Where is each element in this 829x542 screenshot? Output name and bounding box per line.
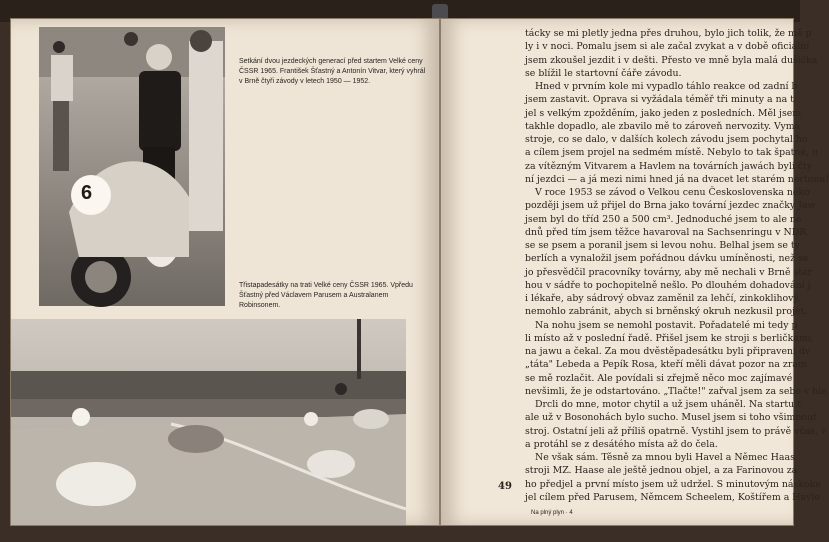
text-line: za vítězným Vitvarem a Havlem na továrních jawách byli čty xyxy=(525,160,813,172)
text-line: ale už v Bosonohách bylo sucho. Musel jsem si toho všimnout xyxy=(525,412,817,424)
text-line: na jawu a čekal. Za mou dvěstěpadesátku byli připraveni dv xyxy=(525,346,811,357)
text-line: stroje, co se dalo, v dalších kolech závodu jsem pochytal ho xyxy=(525,134,808,145)
right-page xyxy=(440,18,829,526)
text-line: se se psem a poranil jsem si levou nohu. Belhal jsem se ty xyxy=(525,240,800,251)
text-line: jsem byl do tříd 250 a 500 cm³. Jednoduché jsem to ale ne xyxy=(525,213,802,225)
text-line: jo přesvědčil pracovníky továrny, aby mě nechali v Brně star xyxy=(525,266,813,278)
text-line: nevšimli, že je odstartováno. „Tlačte!" zařval jsem za sebe v ble xyxy=(525,385,827,397)
text-line: a protáhl se z desátého místa až do čela. xyxy=(525,438,718,450)
text-line: jsem zkoušel jezdit i v dešti. Přesto ve mně byla malá dušička xyxy=(525,54,818,66)
text-line: Na nohu jsem se nemohl postavit. Pořadatelé mi tedy p xyxy=(535,319,798,331)
caption-bottom: Třistapadesátky na trati Velké ceny ČSSR 1965. Vpředu Šťastný před Václavem Parusem a Australanem Robinsonem. xyxy=(239,282,413,309)
text-line: Ne však sám. Těsně za mnou byli Havel a Němec Haas xyxy=(535,452,795,463)
text-line: tácky se mi pletly jedna přes druhou, bylo jich tolik, že mě p xyxy=(525,28,812,39)
text-line: ní jezdci — a já mezi nimi hned já na dvacet let starém nortonu! xyxy=(525,173,829,185)
text-line: V roce 1953 se závod o Velkou cenu Československa neko xyxy=(535,187,810,198)
photo-race-on-track xyxy=(11,319,406,525)
text-line: ly i v noci. Pomalu jsem si ale začal zvykat a v době oficiální xyxy=(525,41,810,53)
text-line: nemohlo zabránit, abych si brněnský okruh nezkusil projet. xyxy=(525,306,808,318)
text-line: později jsem už přijel do Brna jako tovární jezdec značky Jaw xyxy=(525,200,816,212)
text-line: stroj. Ostatní jeli až příliš opatrně. Vystihl jsem to právě včas, v xyxy=(525,425,827,437)
text-line: stroji MZ. Haase ale ještě jednou objel, a za Farinovou za xyxy=(525,465,798,477)
text-line: li místo až v poslední řadě. Přišel jsem ke stroji s berličkami, xyxy=(525,332,814,344)
page-number: 49 xyxy=(498,481,512,492)
text-line: takhle dopadlo, ale zbavilo mě to zároveň nervozity. Vymá xyxy=(525,120,801,132)
text-line: Drcli do mne, motor chytil a už jsem uháněl. Na startu t xyxy=(535,399,801,410)
bike-number: 6 xyxy=(81,182,93,204)
text-line: hou v sádře to pochopitelně nešlo. Po dlouhém dohadování j xyxy=(525,279,811,291)
text-line: se mě rozlačit. Ale povídali si zřejmě něco moc zajímavé xyxy=(525,372,793,384)
text-line: jsem zastavit. Oprava si vyžádala téměř tři minuty a na t xyxy=(525,94,794,106)
text-line: ho předjel a první místo jsem už udržel. S minutovým náskoke xyxy=(525,478,821,490)
photo-riders-before-start xyxy=(39,27,225,306)
text-line: i lékaře, aby sádrový obvaz zaměnil za lehčí, zinkoklihový. xyxy=(525,293,801,304)
text-line: Hned v prvním kole mi vypadlo táhlo reakce od zadní b xyxy=(535,81,798,92)
text-line: „táta" Lebeda a Pepík Rosa, kteří měli dávat pozor na zram xyxy=(525,359,807,371)
body-text xyxy=(441,27,829,504)
text-line: berlích a vynaložil jsem pořádnou dávku umíněnosti, než se xyxy=(525,253,809,265)
page-footer: Na plný plyn · 4 xyxy=(531,510,573,516)
caption-top: Setkání dvou jezdeckých generací před startem Velké ceny ČSSR 1965. František Šťastný a Antonín Vitvar, který vyhrál v Brně čtyři závody v letech 1950 — 1952. xyxy=(239,58,426,85)
text-line: jel cílem před Parusem, Němcem Scheelem, Koštířem a Havle xyxy=(525,491,820,503)
text-line: jel s velkým zpožděním, jako jeden z posledních. Měl jsem xyxy=(525,107,802,119)
text-line: se blížil le startovní čáře závodu. xyxy=(525,67,682,79)
text-line: dnů před tím jsem těžce havaroval na Sachsenringu v NDR. xyxy=(525,226,810,238)
left-page xyxy=(10,18,440,526)
text-line: a cílem jsem projel na sedmém místě. Nebylo to tak špatné, u xyxy=(525,147,819,159)
